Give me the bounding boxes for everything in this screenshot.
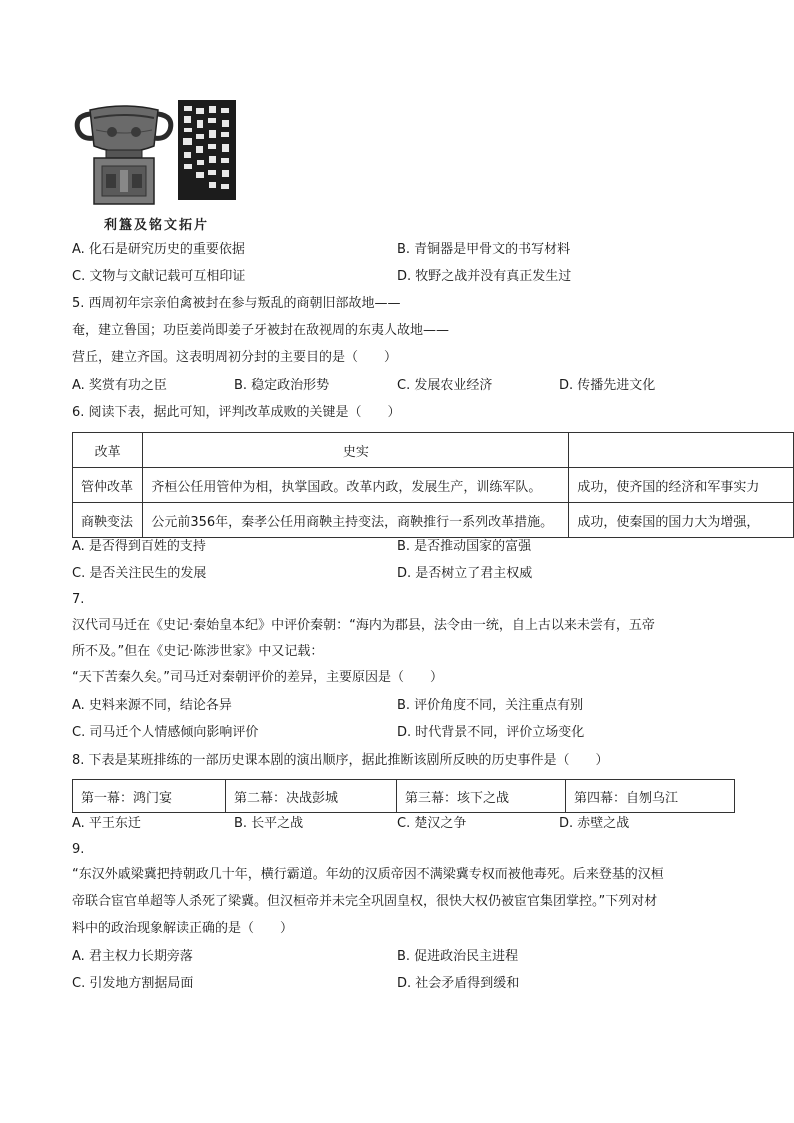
act-cell: 第四幕：自刎乌江 <box>566 780 735 813</box>
q4-option-d[interactable]: D. 牧野之战并没有真正发生过 <box>397 269 572 284</box>
q8-option-b[interactable]: B. 长平之战 <box>234 816 304 831</box>
q8-option-a[interactable]: A. 平王东迁 <box>72 816 141 831</box>
q9-stem-line-2: 帝联合宦官单超等人杀死了梁冀。但汉桓帝并未完全巩固皇权，很快大权仍被宦官集团掌控。”下列对材 <box>72 894 658 909</box>
q5-stem-line-1: 5. 西周初年宗亲伯禽被封在参与叛乱的商朝旧部故地—— <box>72 296 401 311</box>
table-header-result <box>569 433 794 468</box>
q8-stem: 8. 下表是某班排练的一部历史课本剧的演出顺序，据此推断该剧所反映的历史事件是（ ） <box>72 753 609 768</box>
table-row <box>73 503 794 538</box>
q5-option-a[interactable]: A. 奖赏有功之臣 <box>72 378 167 393</box>
q8-option-c[interactable]: C. 楚汉之争 <box>397 816 467 831</box>
table-row <box>73 468 794 503</box>
table-cell: 成功，使秦国的国力大为增强， <box>569 503 794 538</box>
q7-number: 7. <box>72 592 85 607</box>
q5-option-d[interactable]: D. 传播先进文化 <box>559 378 656 393</box>
q5-option-b[interactable]: B. 稳定政治形势 <box>234 378 330 393</box>
table-cell: 成功，使齐国的经济和军事实力 <box>569 468 794 503</box>
table-header-row <box>73 433 794 468</box>
q6-reform-table <box>72 432 794 538</box>
q7-option-b[interactable]: B. 评价角度不同，关注重点有别 <box>397 698 584 713</box>
q7-option-c[interactable]: C. 司马迁个人情感倾向影响评价 <box>72 725 259 740</box>
q7-stem-line-1: 汉代司马迁在《史记·秦始皇本纪》中评价秦朝：“海内为郡县，法令由一统，自上古以来未尝有，五帝 <box>72 618 655 633</box>
figure-caption: 利簋及铭文拓片 <box>104 218 210 233</box>
q7-stem-line-2: 所不及。”但在《史记·陈涉世家》中又记载： <box>72 644 324 659</box>
q9-number: 9. <box>72 842 85 857</box>
q9-stem-line-1: “东汉外戚梁冀把持朝政几十年，横行霸道。年幼的汉质帝因不满梁冀专权而被他毒死。后来登基的汉桓 <box>72 867 664 882</box>
q6-option-d[interactable]: D. 是否树立了君主权威 <box>397 566 533 581</box>
table-cell: 公元前356年，秦孝公任用商鞅主持变法，商鞅推行一系列改革措施。 <box>143 503 569 538</box>
table-header-reform: 改革 <box>73 433 143 468</box>
q7-option-a[interactable]: A. 史料来源不同，结论各异 <box>72 698 232 713</box>
q8-option-d[interactable]: D. 赤壁之战 <box>559 816 630 831</box>
act-cell: 第一幕：鸿门宴 <box>73 780 226 813</box>
q5-option-c[interactable]: C. 发展农业经济 <box>397 378 493 393</box>
q4-option-b[interactable]: B. 青铜器是甲骨文的书写材料 <box>397 242 571 257</box>
q6-stem: 6. 阅读下表，据此可知，评判改革成败的关键是（ ） <box>72 405 401 420</box>
q5-stem-line-3: 营丘，建立齐国。这表明周初分封的主要目的是（ ） <box>72 350 398 365</box>
q9-option-a[interactable]: A. 君主权力长期旁落 <box>72 949 193 964</box>
q6-option-a[interactable]: A. 是否得到百姓的支持 <box>72 539 206 554</box>
q4-option-c[interactable]: C. 文物与文献记载可互相印证 <box>72 269 246 284</box>
q6-option-b[interactable]: B. 是否推动国家的富强 <box>397 539 532 554</box>
table-row <box>73 780 735 813</box>
q7-stem-line-3: “天下苦秦久矣。”司马迁对秦朝评价的差异，主要原因是（ ） <box>72 670 443 685</box>
q9-option-b[interactable]: B. 促进政治民主进程 <box>397 949 519 964</box>
q7-option-d[interactable]: D. 时代背景不同，评价立场变化 <box>397 725 585 740</box>
q9-option-d[interactable]: D. 社会矛盾得到缓和 <box>397 976 520 991</box>
table-header-facts: 史实 <box>143 433 569 468</box>
q4-option-a[interactable]: A. 化石是研究历史的重要依据 <box>72 242 245 257</box>
q9-stem-line-3: 料中的政治现象解读正确的是（ ） <box>72 921 294 936</box>
table-cell: 齐桓公任用管仲为相，执掌国政。改革内政，发展生产，训练军队。 <box>143 468 569 503</box>
q9-option-c[interactable]: C. 引发地方割据局面 <box>72 976 194 991</box>
q6-option-c[interactable]: C. 是否关注民生的发展 <box>72 566 207 581</box>
table-cell: 管仲改革 <box>73 468 143 503</box>
table-cell: 商鞅变法 <box>73 503 143 538</box>
q5-stem-line-2: 奄，建立鲁国；功臣姜尚即姜子牙被封在敌视周的东夷人故地—— <box>72 323 450 338</box>
act-cell: 第三幕：垓下之战 <box>397 780 566 813</box>
act-cell: 第二幕：决战彭城 <box>226 780 397 813</box>
q8-acts-table <box>72 779 735 813</box>
